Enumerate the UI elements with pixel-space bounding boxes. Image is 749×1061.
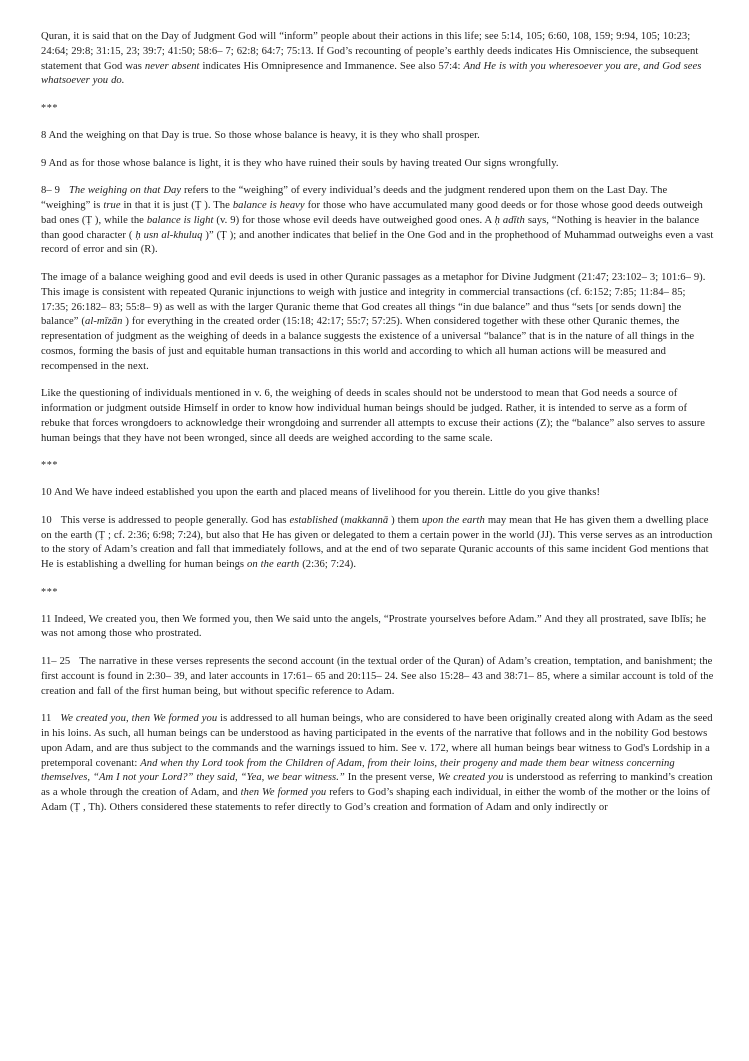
italic-run: balance is light bbox=[146, 214, 214, 226]
section-separator: *** bbox=[41, 460, 59, 472]
text-run: indicates His Omnipresence and Immanence. See also 57:4: bbox=[199, 60, 464, 72]
italic-run: We created you bbox=[437, 772, 504, 784]
italic-run: on the earth bbox=[247, 559, 300, 570]
italic-run: The weighing on that Day bbox=[68, 185, 182, 197]
text-run: 8 And the weighing on that Day is true. So those whose balance is heavy, it is they who shall prosper. bbox=[41, 129, 480, 141]
text-run: 11 Indeed, We created you, then We formed you, then We said unto the angels, “Prostrate yourselves before Adam.” And they all prostrated, save Iblīs; he was not among those who prostrated. bbox=[41, 613, 706, 640]
commentary-paragraph bbox=[41, 30, 714, 89]
text-run: in that it is just (Ṭ ). The bbox=[120, 200, 233, 211]
commentary-paragraph bbox=[41, 655, 714, 699]
section-separator: *** bbox=[41, 103, 59, 114]
text-run: This verse is addressed to people generally. God has bbox=[60, 514, 290, 526]
text-run: 9 And as for those whose balance is light, it is they who have ruined their souls by having treated Our signs wrongfully. bbox=[41, 157, 559, 169]
italic-run: We created you, then We formed you bbox=[60, 713, 218, 725]
text-run: Quran, it is said that on the Day of Judgment God will “inform” people about their actions in this life; see 5:14, 105; 6:60, 108, 159; 9:94, 105; 10:23; 24:64; 29:8; 31:15, 23; 39:7; 41:50; 58:6– 7; 62:8; 64:7; 75:13. If God’s recounting of people’s earthly deeds indicates His Omniscience, the subsequent statement that God was bbox=[41, 31, 699, 72]
text-run: refers to the “weighing” of every individual’s deeds and the judgment rendered upon them on the Last Day. The “weighing” is bbox=[41, 185, 668, 211]
text-run: is understood as referring to mankind’s creation as a whole through the creation of Adam, and bbox=[41, 772, 713, 798]
italic-run: And He is with you wheresoever you are, and God sees whatsoever you do. bbox=[41, 60, 702, 87]
commentary-paragraph bbox=[41, 271, 714, 374]
italic-run: balance is heavy bbox=[232, 200, 305, 211]
text-run: ) them bbox=[388, 514, 422, 526]
text-run: may mean that He has given them a dwelling place on the earth (Ṭ ; cf. 2:36; 6:98; 7:24), but also that He has given or delegated to them a certain power in the world (JJ). This verse serves as an introduction to the story of Adam’s creation and fall that immediately follows, and at the end of two separate Quranic accounts of this same incident God mentions that He is establishing a dwelling for human beings bbox=[41, 514, 713, 570]
commentary-paragraph bbox=[41, 514, 714, 573]
italic-run: makkannā bbox=[344, 514, 389, 526]
text-run: Like the questioning of individuals mentioned in v. 6, the weighing of deeds in scales should not be understood to mean that God needs a source of information or judgment outside Himself in order to know how individual human beings should be judged. Rather, it is intended to serve as a form of rebuke that forces wrongdoers to acknowledge their wrongdoing and surrender all attempts to excuse their actions (Z); the “balance” also serves to assure human beings that they have not been wronged, since all deeds are weighed according to the same scale. bbox=[41, 388, 706, 444]
text-run: refers to God’s shaping each individual, in either the womb of the mother or the loins of Adam (Ṭ , Th). Others considered these statements to refer directly to God’s creation and formation of Adam and only indirectly or bbox=[41, 787, 711, 813]
text-run: 8– 9 bbox=[41, 185, 60, 197]
italic-run: established bbox=[289, 514, 338, 526]
italic-run: al-mīzān bbox=[84, 316, 123, 328]
commentary-paragraph bbox=[41, 184, 714, 258]
italic-run: ḥ usn al-khuluq bbox=[135, 229, 203, 241]
commentary-paragraph bbox=[41, 712, 714, 815]
italic-run: then We formed you bbox=[240, 787, 327, 798]
italic-run: upon the earth bbox=[421, 514, 485, 526]
text-run: )” (Ṭ ); and another indicates that belief in the One God and in the prophethood of Muhammad outweighs even a vast record of error and sin (R). bbox=[41, 229, 714, 256]
text-run: for those who have accumulated many good deeds or for those whose good deeds outweigh bad ones (Ṭ ), while the bbox=[41, 200, 703, 226]
text-run: is addressed to all human beings, who are considered to have been originally created along with Adam as the seed in his loins. As such, all human beings can be understood as having participated in the events of the narrative that follows and in the nobility God bestows upon Adam, and are thus subject to the commands and the warnings issued to him. See v. 172, where all human beings bear witness to God's Lordship in a pretemporal covenant: bbox=[41, 713, 713, 769]
text-run: 10 And We have indeed established you upon the earth and placed means of livelihood for you therein. Little do you give thanks! bbox=[41, 487, 601, 498]
text-run: The image of a balance weighing good and evil deeds is used in other Quranic passages as a metaphor for Divine Judgment (21:47; 23:102– 3; 101:6– 9). This image is consistent with repeated Quranic injunctions to weigh with justice and integrity in commercial transactions (cf. 6:152; 7:85; 11:84– 85; 17:35; 26:182– 83; 55:8– 9) as well as with the larger Quranic theme that God creates all things “in due balance” and thus “sets [or sends down] the balance” ( bbox=[41, 272, 706, 328]
text-run: 10 bbox=[41, 514, 52, 526]
commentary-paragraph bbox=[41, 387, 714, 446]
section-separator: *** bbox=[41, 586, 59, 598]
italic-run: never absent bbox=[144, 60, 200, 72]
verse-paragraph bbox=[41, 157, 714, 172]
text-run: In the present verse, bbox=[344, 772, 438, 784]
text-run: 11– 25 bbox=[41, 656, 71, 667]
text-run: ) for everything in the created order (15:18; 42:17; 55:7; 57:25). When considered together with these other Quranic themes, the representation of judgment as the weighing of deeds in a balance suggests the existence of a universal “balance” that is in the nature of all things in the cosmos, forming the basis of just and equitable human transactions in this world and according to which all human actions will be measured and recompensed in the next. bbox=[41, 316, 695, 372]
text-run: says, “Nothing is heavier in the balance than good character ( bbox=[41, 214, 700, 241]
text-run: (2:36; 7:24). bbox=[299, 559, 357, 570]
text-run: 11 bbox=[41, 713, 52, 725]
text-column bbox=[41, 30, 714, 816]
text-run: ( bbox=[337, 514, 345, 526]
italic-run: ḥ adīth bbox=[494, 214, 525, 226]
text-run: (v. 9) for those whose evil deeds have outweighed good ones. A bbox=[213, 214, 495, 226]
italic-run: true bbox=[103, 200, 121, 211]
verse-paragraph bbox=[41, 486, 714, 501]
text-run: The narrative in these verses represents the second account (in the textual order of the Quran) of Adam’s creation, temptation, and banishment; the first account is found in 2:30– 39, and later accounts in 17:61– 65 and 20:115– 24. See also 15:28– 43 and 38:71– 85, where a similar account is told of the creation and fall of the first human being, but without specific reference to Adam. bbox=[41, 656, 714, 697]
verse-paragraph bbox=[41, 613, 714, 643]
italic-run: And when thy Lord took from the Children of Adam, from their loins, their progeny and made them bear witness concerning themselves, “Am I not your Lord?” they said, “Yea, we bear witness.” bbox=[41, 757, 675, 784]
verse-paragraph bbox=[41, 129, 714, 144]
